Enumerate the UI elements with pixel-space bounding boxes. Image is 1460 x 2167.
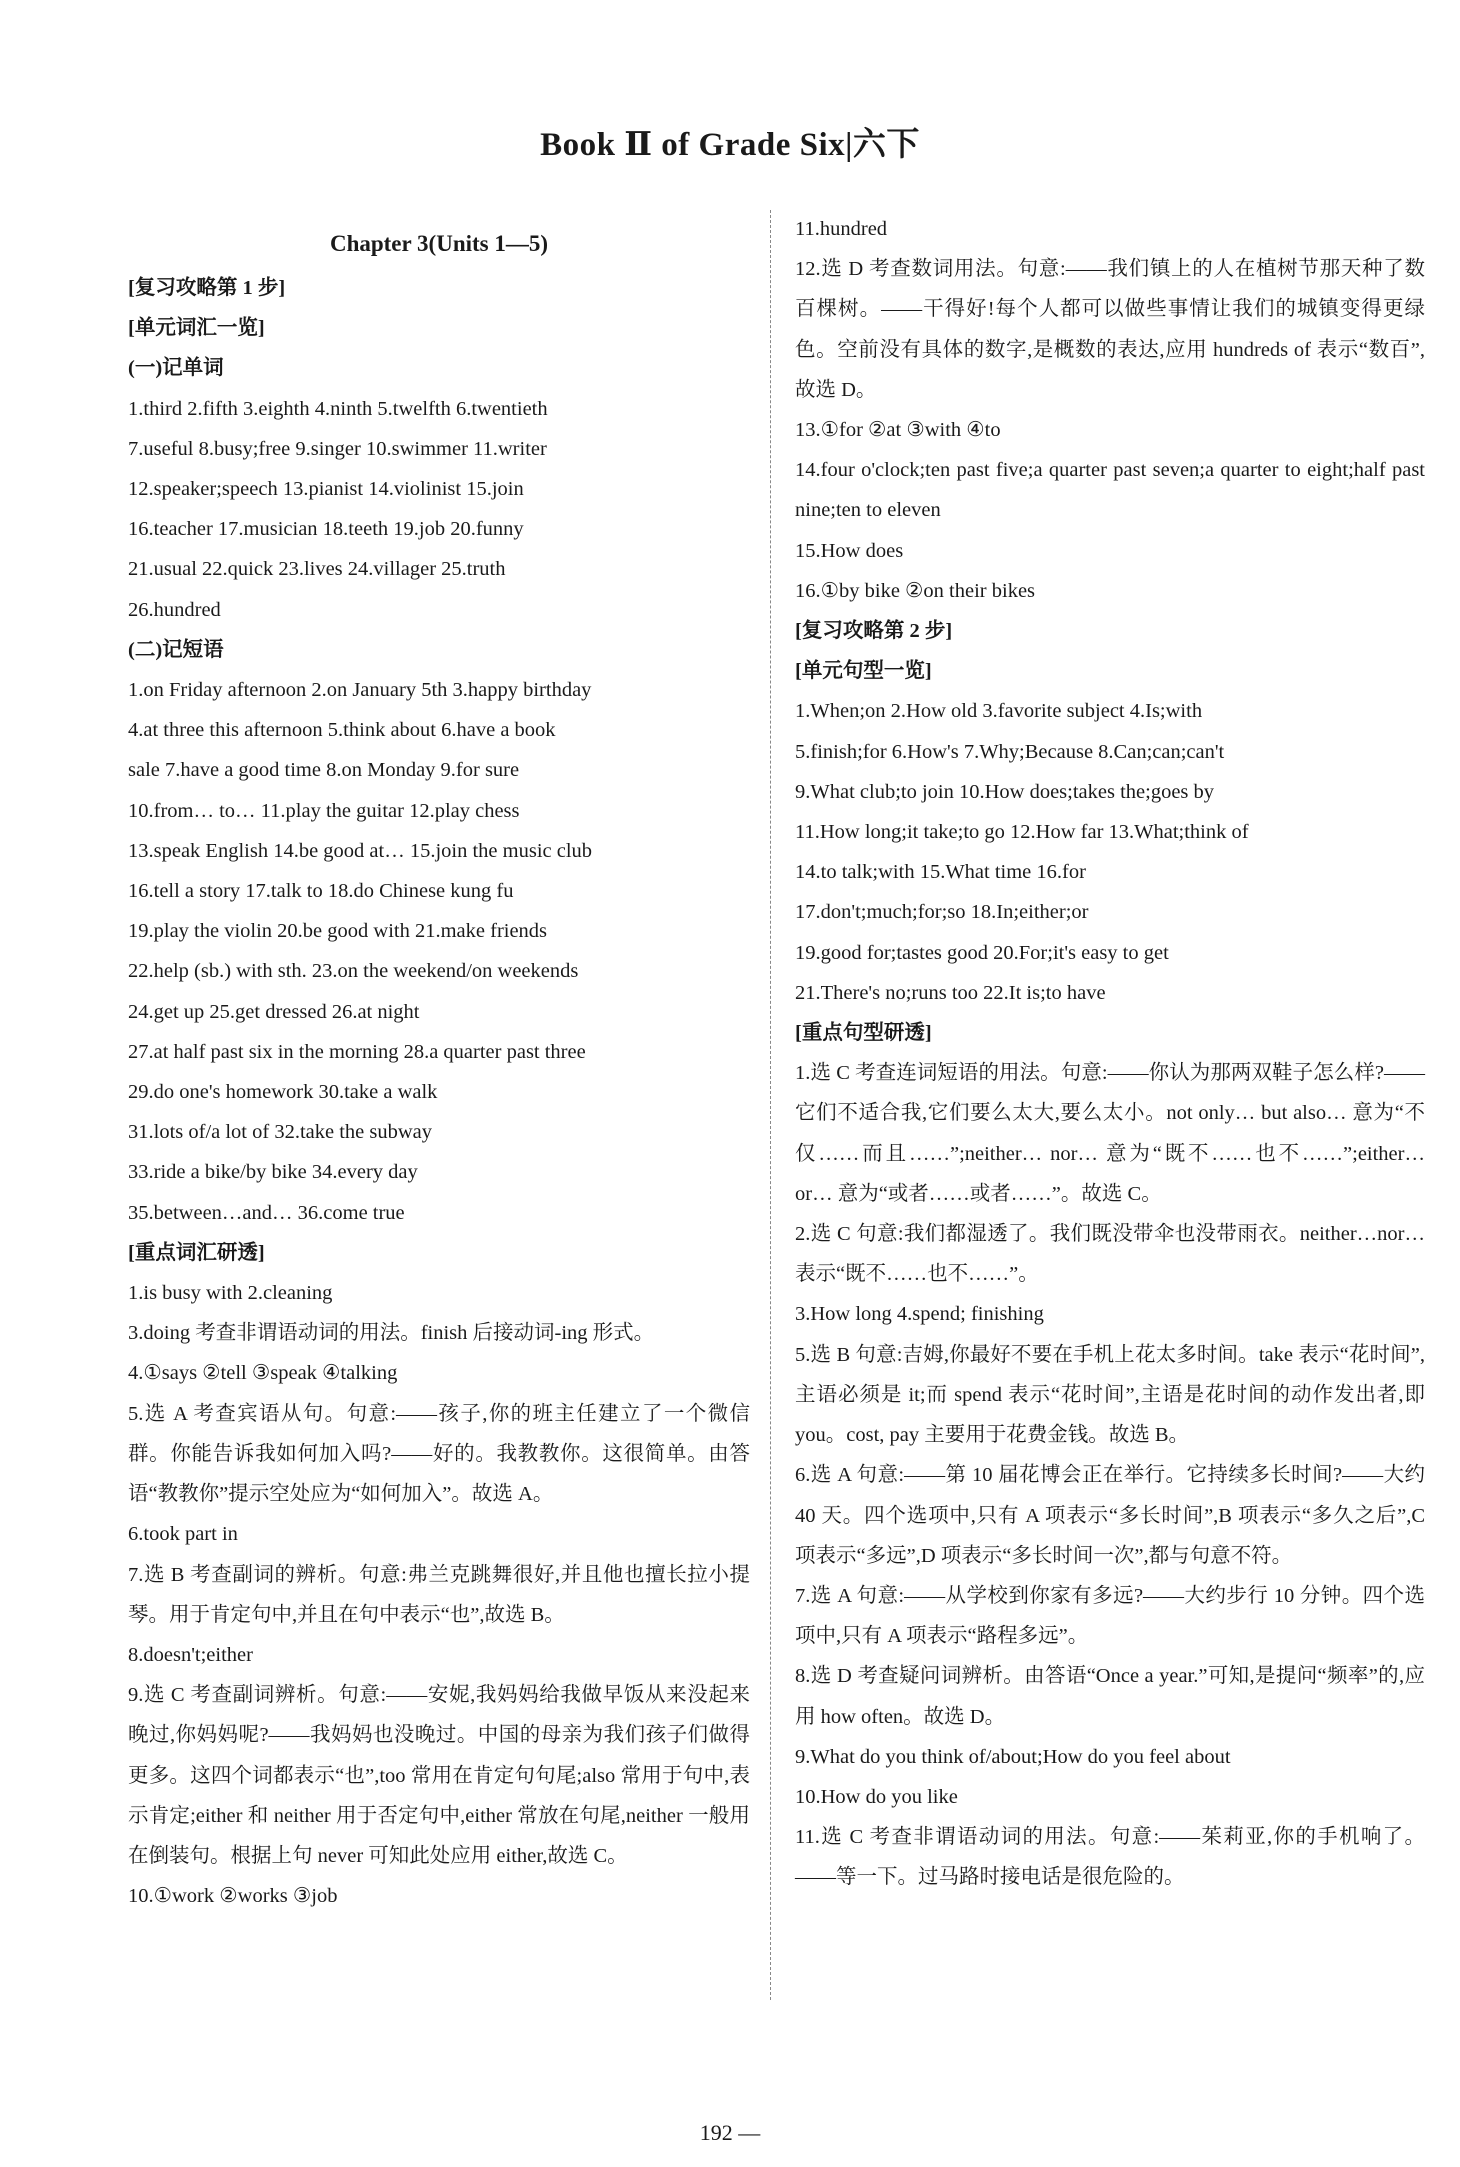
list-item: 12.选 D 考查数词用法。句意:——我们镇上的人在植树节那天种了数百棵树。——干得好!每个人都可以做些事情让我们的城镇变得更绿色。空前没有具体的数字,是概数的表达,应用 hundreds of 表示“数百”,故选 D。 <box>795 258 1425 401</box>
list-item: 31.lots of/a lot of 32.take the subway <box>128 1121 433 1144</box>
list-item: 11.How long;it take;to go 12.How far 13.What;think of <box>795 821 1249 844</box>
list-item: 21.usual 22.quick 23.lives 24.villager 25.truth <box>128 558 506 581</box>
list-item: 5.选 B 句意:吉姆,你最好不要在手机上花太多时间。take 表示“花时间”,主语必须是 it;而 spend 表示“花时间”,主语是花时间的动作发出者,即 you。cost, pay 主要用于花费金钱。故选 B。 <box>795 1343 1425 1447</box>
list-item: 10.from… to… 11.play the guitar 12.play chess <box>128 799 520 822</box>
list-item: 3.doing 考查非谓语动词的用法。finish 后接动词-ing 形式。 <box>128 1322 655 1345</box>
list-item: 8.doesn't;either <box>128 1643 253 1666</box>
key-vocab-heading: [重点词汇研透] <box>128 1241 265 1264</box>
page-title: Book Ⅱ of Grade Six|六下 <box>540 127 920 163</box>
sentences-list <box>795 691 1425 1013</box>
list-item: 35.between…and… 36.come true <box>128 1201 405 1224</box>
list-item: 1.选 C 考查连词短语的用法。句意:——你认为那两双鞋子怎么样?——它们不适合我,它们要么太大,要么太小。not only… but also… 意为“不仅……而且……”;neither… nor… 意为“既不……也不……”;either… or… 意为“或者……或者……”。故选 C。 <box>795 1062 1425 1205</box>
step2-heading: [复习攻略第 2 步] <box>795 620 953 643</box>
list-item: 1.When;on 2.How old 3.favorite subject 4.Is;with <box>795 700 1203 723</box>
list-item: 1.is busy with 2.cleaning <box>128 1282 333 1305</box>
list-item: 1.third 2.fifth 3.eighth 4.ninth 5.twelfth 6.twentieth <box>128 397 548 420</box>
list-item: 9.选 C 考查副词辨析。句意:——安妮,我妈妈给我做早饭从来没起来晚过,你妈妈呢?——我妈妈也没晚过。中国的母亲为我们孩子们做得更多。这四个词都表示“也”,too 常用在肯定句句尾;also 常用于句中,表示肯定;either 和 neither 用于否定句中,either 常放在句尾,neither 一般用在倒装句。根据上句 never 可知此处应用 either,故选 C。 <box>128 1684 750 1867</box>
list-item: 21.There's no;runs too 22.It is;to have <box>795 981 1106 1004</box>
right-column <box>795 209 1425 1898</box>
list-item: 6.选 A 句意:——第 10 届花博会正在举行。它持续多长时间?——大约 40 天。四个选项中,只有 A 项表示“多长时间”,B 项表示“多久之后”,C 项表示“多远”,D 项表示“多长时间一次”,都与句意不符。 <box>795 1464 1425 1567</box>
list-item: 14.four o'clock;ten past five;a quarter past seven;a quarter to eight;half past nine;ten to eleven <box>795 459 1425 522</box>
step1-heading: [复习攻略第 1 步] <box>128 277 286 299</box>
list-item: 9.What do you think of/about;How do you feel about <box>795 1745 1231 1768</box>
list-item: 4.at three this afternoon 5.think about 6.have a book <box>128 719 556 742</box>
list-item: 16.tell a story 17.talk to 18.do Chinese kung fu <box>128 880 514 903</box>
vocab-heading: [单元词汇一览] <box>128 317 265 340</box>
list-item: 17.don't;much;for;so 18.In;either;or <box>795 901 1089 924</box>
list-item: 8.选 D 考查疑问词辨析。由答语“Once a year.”可知,是提问“频率”的,应用 how often。故选 D。 <box>795 1665 1425 1728</box>
list-item: 19.play the violin 20.be good with 21.make friends <box>128 920 548 943</box>
words-list <box>128 389 750 630</box>
list-item: 9.What club;to join 10.How does;takes the;goes by <box>795 780 1215 803</box>
list-item: 5.选 A 考查宾语从句。句意:——孩子,你的班主任建立了一个微信群。你能告诉我如何加入吗?——好的。我教教你。这很简单。由答语“教教你”提示空处应为“如何加入”。故选 A。 <box>128 1402 750 1506</box>
list-item: 2.选 C 句意:我们都湿透了。我们既没带伞也没带雨衣。neither…nor…表示“既不……也不……”。 <box>795 1223 1425 1286</box>
key-sentences-heading: [重点句型研透] <box>795 1022 932 1045</box>
list-item: 6.took part in <box>128 1523 238 1546</box>
list-item: 7.useful 8.busy;free 9.singer 10.swimmer 11.writer <box>128 437 547 460</box>
sentences-heading: [单元句型一览] <box>795 660 932 683</box>
list-item: 1.on Friday afternoon 2.on January 5th 3.happy birthday <box>128 679 592 702</box>
phrases-list <box>128 670 750 1233</box>
list-item: 13.speak English 14.be good at… 15.join the music club <box>128 839 593 862</box>
list-item: 14.to talk;with 15.What time 16.for <box>795 861 1086 884</box>
list-item: 16.①by bike ②on their bikes <box>795 579 1036 602</box>
key-vocab-list <box>128 1273 750 1916</box>
list-item: 22.help (sb.) with sth. 23.on the weekend/on weekends <box>128 960 579 983</box>
list-item: 7.选 A 句意:——从学校到你家有多远?——大约步行 10 分钟。四个选项中,只有 A 项表示“路程多远”。 <box>795 1584 1425 1648</box>
list-item: sale 7.have a good time 8.on Monday 9.for sure <box>128 759 520 782</box>
phrases-heading: (二)记短语 <box>128 638 224 661</box>
key-sentences-list <box>795 1053 1425 1897</box>
list-item: 12.speaker;speech 13.pianist 14.violinist 15.join <box>128 478 524 501</box>
list-item: 5.finish;for 6.How's 7.Why;Because 8.Can;can;can't <box>795 740 1225 763</box>
list-item: 29.do one's homework 30.take a walk <box>128 1081 438 1104</box>
list-item: 10.①work ②works ③job <box>128 1885 338 1908</box>
list-item: 13.①for ②at ③with ④to <box>795 419 1001 442</box>
list-item: 3.How long 4.spend; finishing <box>795 1303 1044 1326</box>
column-divider <box>770 210 771 2000</box>
words-heading: (一)记单词 <box>128 357 224 380</box>
list-item: 33.ride a bike/by bike 34.every day <box>128 1161 418 1184</box>
list-item: 27.at half past six in the morning 28.a quarter past three <box>128 1040 586 1063</box>
list-item: 11.hundred <box>795 218 888 240</box>
chapter-title: Chapter 3(Units 1—5) <box>329 231 549 256</box>
list-item: 26.hundred <box>128 598 221 621</box>
continued-list <box>795 209 1425 611</box>
list-item: 10.How do you like <box>795 1785 958 1808</box>
list-item: 7.选 B 考查副词的辨析。句意:弗兰克跳舞很好,并且他也擅长拉小提琴。用于肯定句中,并且在句中表示“也”,故选 B。 <box>128 1563 750 1626</box>
list-item: 16.teacher 17.musician 18.teeth 19.job 20.funny <box>128 518 524 541</box>
list-item: 11.选 C 考查非谓语动词的用法。句意:——茱莉亚,你的手机响了。——等一下。过马路时接电话是很危险的。 <box>795 1826 1425 1889</box>
left-column <box>128 210 750 1916</box>
list-item: 15.How does <box>795 539 904 562</box>
list-item: 4.①says ②tell ③speak ④talking <box>128 1362 398 1385</box>
list-item: 19.good for;tastes good 20.For;it's easy to get <box>795 941 1169 964</box>
list-item: 24.get up 25.get dressed 26.at night <box>128 1000 420 1023</box>
page-number: 192 — <box>699 2120 761 2145</box>
